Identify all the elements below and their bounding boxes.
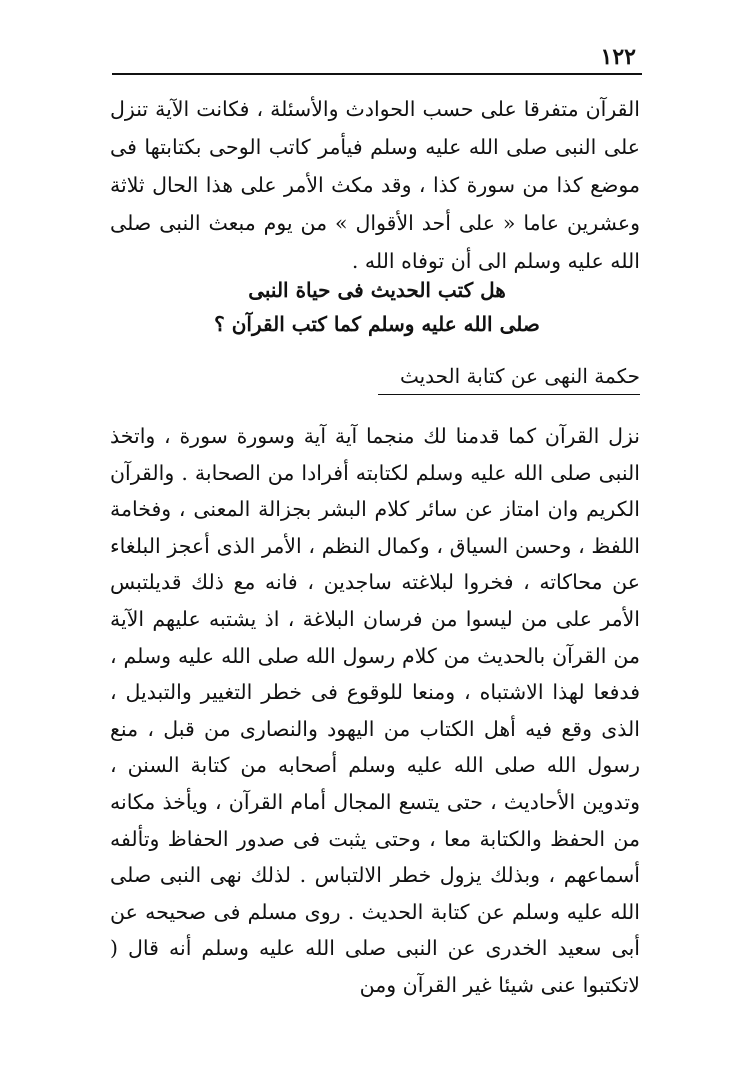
page-number: ١٢٢ [600,44,636,70]
subheading: حكمة النهى عن كتابة الحديث [378,364,640,395]
header-rule [112,73,642,75]
section-heading-line-2: صلى الله عليه وسلم كما كتب القرآن ؟ [214,312,540,336]
section-heading-line-1: هل كتب الحديث فى حياة النبى [248,278,506,302]
intro-paragraph: القرآن متفرقا على حسب الحوادث والأسئلة ، فكانت الآية تنزل على النبى صلى الله عليه وسلم فيأمر كاتب الوحى بكتابتها فى موضع كذا من سورة كذا ، وقد مكث الأمر على هذا الحال ثلاثة وعشرين عاما « على أحد الأقوال » من يوم مبعث النبى صلى الله عليه وسلم الى أن توفاه الله . [110,97,640,273]
body-paragraph: نزل القرآن كما قدمنا لك منجما آية آية وسورة سورة ، واتخذ النبى صلى الله عليه وسلم لكتابته أفرادا من الصحابة . والقرآن الكريم وان امتاز عن سائر كلام البشر بجزالة المعنى ، وفخامة اللفظ ، وحسن السياق ، وكمال النظم ، الأمر الذى أعجز البلغاء عن محاكاته ، فخروا لبلاغته ساجدين ، فانه مع ذلك قديلتبس الأمر على من ليسوا من فرسان البلاغة ، اذ يشتبه عليهم الآية من القرآن بالحديث من كلام رسول الله صلى الله عليه وسلم ، فدفعا لهذا الاشتباه ، ومنعا للوقوع فى خطر التغيير والتبديل ، الذى وقع فيه أهل الكتاب من اليهود والنصارى من قبل ، منع رسول الله صلى الله عليه وسلم أصحابه من كتابة السنن ، وتدوين الأحاديث ، حتى يتسع المجال أمام القرآن ، ويأخذ مكانه من الحفظ والكتابة معا ، وحتى يثبت فى صدور الحفاظ وتألفه أسماعهم ، وبذلك يزول خطر الالتباس . لذلك نهى النبى صلى الله عليه وسلم عن كتابة الحديث . روى مسلم فى صحيحه عن أبى سعيد الخدرى عن النبى صلى الله عليه وسلم أنه قال ( لاتكتبوا عنى شيئا غير القرآن ومن [110,424,640,997]
